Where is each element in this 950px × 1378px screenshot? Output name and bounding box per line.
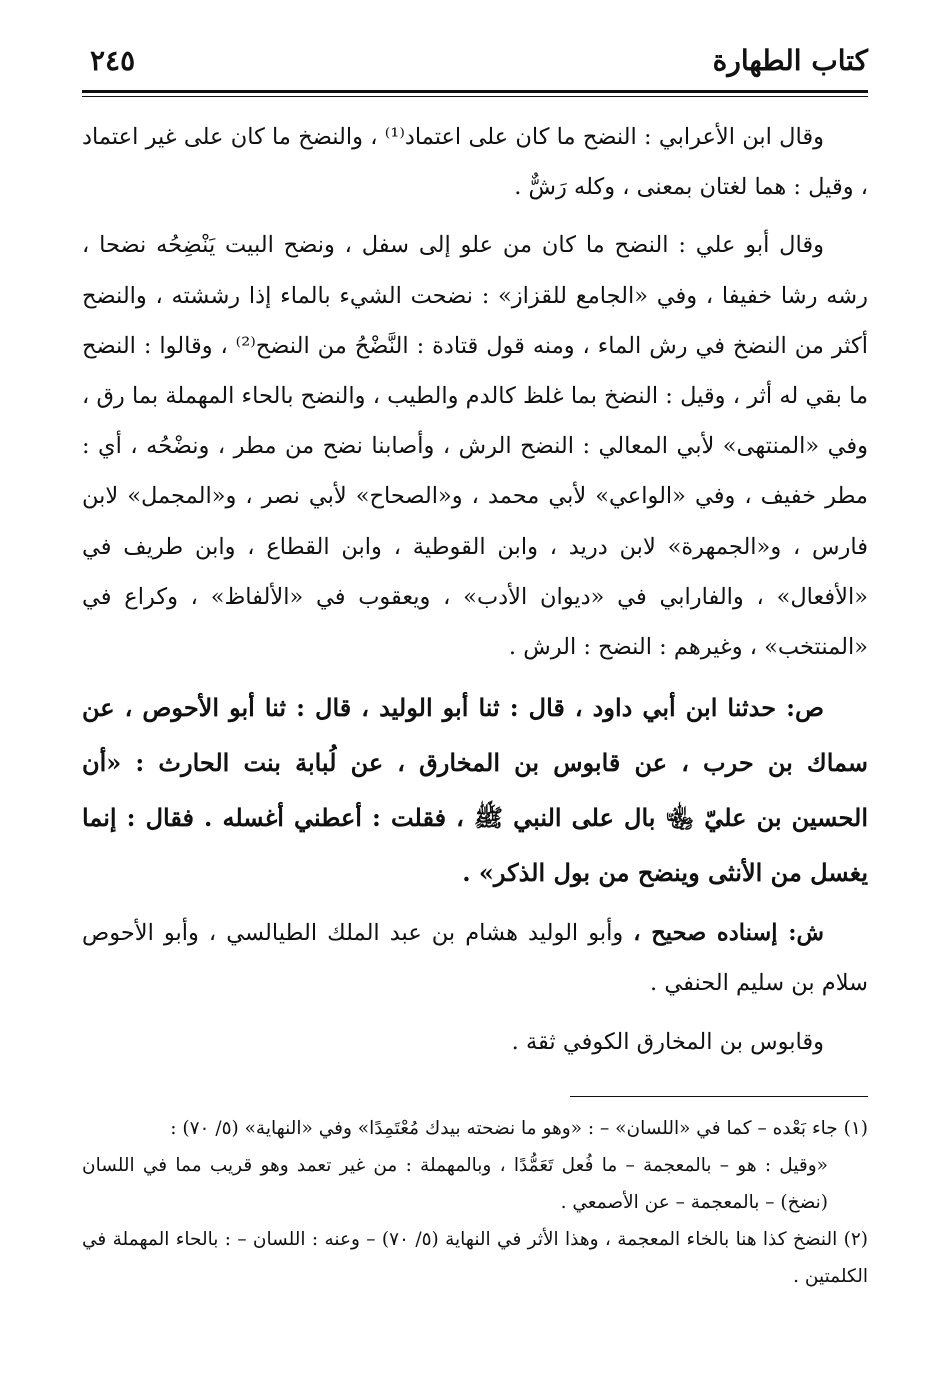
- main-text: [82, 112, 868, 1067]
- paragraph-hadith-text: ص: حدثنا ابن أبي داود ، قال : ثنا أبو الوليد ، قال : ثنا أبو الأحوص ، عن سماك بن حرب ، عن قابوس بن المخارق ، عن لُبابة بنت الحارث : «أن الحسين بن عليّ ﵄ بال على النبي ﷺ ، فقلت : أعطني أغسله . فقال : إنما يغسل من الأنثى وينضح من بول الذكر» .: [82, 693, 868, 888]
- paragraph-ibn-al-arabi: وقال ابن الأعرابي : النضح ما كان على اعتماد⁽¹⁾ ، والنضخ ما كان على غير اعتماد ، وقيل : هما لغتان بمعنى ، وكله رَشٌّ .: [82, 124, 868, 201]
- page-header: [82, 44, 868, 88]
- footnotes: [82, 1110, 868, 1295]
- paragraph-commentary: [82, 908, 868, 1008]
- footnote-1: (١) جاء بَعْده – كما في «اللسان» – : «وهو ما نضحته بيدك مُعْتَمِدًا» وفي «النهاية» (٥/ ٧٠) :: [170, 1118, 868, 1139]
- header-rule-thin: [82, 96, 868, 97]
- paragraph-abu-ali: وقال أبو علي : النضح ما كان من علو إلى سفل ، ونضح البيت يَنْضِحُه نضحا ، رشه رشا خفيفا ، وفي «الجامع للقزاز» : نضحت الشيء بالماء إذا رششته ، والنضح أكثر من النضخ في رش الماء ، ومنه قول قتادة : النَّضْحُ من النضح⁽²⁾ ، وقالوا : النضح ما بقي له أثر ، وقيل : النضخ بما غلظ كالدم والطيب ، والنضح بالحاء المهملة بما رق ، وفي «المنتهى» لأبي المعالي : النضح الرش ، وأصابنا نضح من مطر ، ونضْحُه ، أي : مطر خفيف ، وفي «الواعي» لأبي محمد ، و«الصحاح» لأبي نصر ، و«المجمل» لابن فارس ، و«الجمهرة» لابن دريد ، وابن القوطية ، وابن القطاع ، وابن طريف في «الأفعال» ، والفارابي في «ديوان الأدب» ، ويعقوب في «الألفاظ» ، وكراع في «المنتخب» ، وغيرهم : النضح : الرش .: [82, 232, 868, 661]
- commentary-lead: ش: إسناده صحيح ،: [633, 920, 824, 947]
- footnote-2: (٢) النضخ كذا هنا بالخاء المعجمة ، وهذا الأثر في النهاية (٥/ ٧٠) – وعنه : اللسان – : بالحاء المهملة في الكلمتين .: [82, 1229, 868, 1287]
- page-number: ٢٤٥: [90, 44, 136, 77]
- running-title: كتاب الطهارة: [712, 44, 868, 77]
- paragraph-qabus: وقابوس بن المخارق الكوفي ثقة .: [511, 1028, 824, 1055]
- commentary-rest: وأبو الوليد هشام بن عبد الملك الطيالسي ، وأبو الأحوص سلام بن سليم الحنفي .: [82, 920, 868, 997]
- header-rule-thick: [82, 90, 868, 93]
- footnote-separator: [570, 1096, 868, 1097]
- footnote-1-continued: «وقيل : هو – بالمعجمة – ما فُعل تَعَمُّدًا ، وبالمهملة : من غير تعمد وهو قريب مما في اللسان (نضخ) – بالمعجمة – عن الأصمعي .: [82, 1155, 828, 1213]
